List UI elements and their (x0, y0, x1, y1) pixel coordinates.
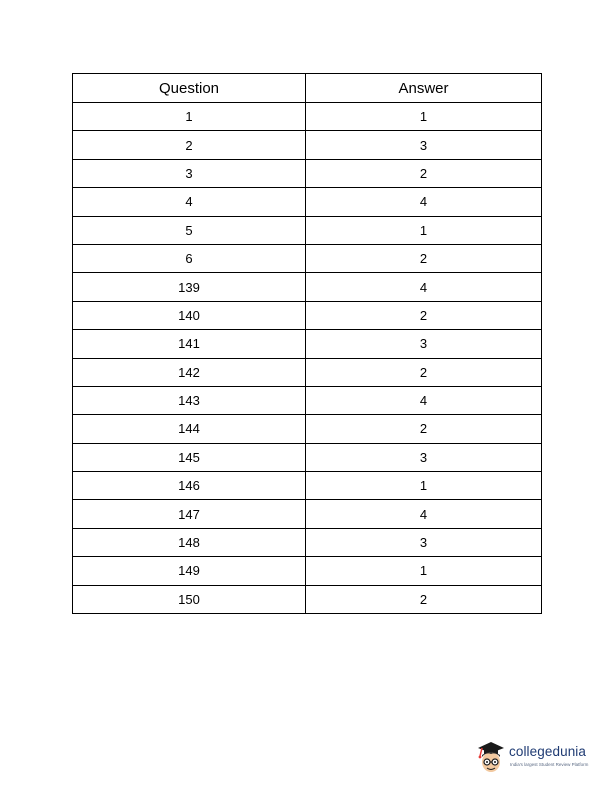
answer-cell: 3 (306, 528, 542, 556)
answer-cell: 3 (306, 330, 542, 358)
question-cell: 140 (73, 301, 306, 329)
answer-cell: 1 (306, 103, 542, 131)
table-row (73, 528, 542, 556)
question-cell: 144 (73, 415, 306, 443)
table-row (73, 472, 542, 500)
question-cell: 148 (73, 528, 306, 556)
mascot-icon (474, 740, 506, 778)
table-row (73, 500, 542, 528)
table-row (73, 386, 542, 414)
answer-cell: 4 (306, 188, 542, 216)
answer-cell: 3 (306, 131, 542, 159)
answer-key-table (72, 73, 542, 614)
answer-cell: 1 (306, 557, 542, 585)
table-row (73, 188, 542, 216)
question-column-header: Question (73, 74, 306, 103)
question-cell: 145 (73, 443, 306, 471)
table-row (73, 216, 542, 244)
table-row (73, 103, 542, 131)
question-cell: 5 (73, 216, 306, 244)
question-cell: 4 (73, 188, 306, 216)
answer-cell: 4 (306, 386, 542, 414)
question-cell: 6 (73, 244, 306, 272)
question-cell: 2 (73, 131, 306, 159)
answer-cell: 2 (306, 358, 542, 386)
answer-cell: 4 (306, 500, 542, 528)
answer-cell: 1 (306, 472, 542, 500)
answer-cell: 1 (306, 216, 542, 244)
answer-cell: 3 (306, 443, 542, 471)
question-cell: 142 (73, 358, 306, 386)
answer-cell: 2 (306, 301, 542, 329)
question-cell: 139 (73, 273, 306, 301)
table-row (73, 301, 542, 329)
question-cell: 1 (73, 103, 306, 131)
question-cell: 146 (73, 472, 306, 500)
table-row (73, 131, 542, 159)
question-cell: 3 (73, 159, 306, 187)
table-row (73, 244, 542, 272)
question-cell: 149 (73, 557, 306, 585)
answer-cell: 2 (306, 159, 542, 187)
logo-tagline: India's largest Student Review Platform (510, 762, 589, 767)
table-row (73, 330, 542, 358)
answer-cell: 2 (306, 244, 542, 272)
answer-column-header: Answer (306, 74, 542, 103)
table-row (73, 585, 542, 613)
collegedunia-logo (474, 740, 604, 778)
table-row (73, 159, 542, 187)
logo-wordmark: collegedunia (509, 744, 587, 759)
table-row (73, 443, 542, 471)
table-row (73, 415, 542, 443)
table-row (73, 358, 542, 386)
question-cell: 141 (73, 330, 306, 358)
answer-cell: 2 (306, 585, 542, 613)
question-cell: 143 (73, 386, 306, 414)
answer-cell: 2 (306, 415, 542, 443)
question-cell: 150 (73, 585, 306, 613)
table-header-row (73, 74, 542, 103)
table-row (73, 273, 542, 301)
question-cell: 147 (73, 500, 306, 528)
table-row (73, 557, 542, 585)
answer-cell: 4 (306, 273, 542, 301)
